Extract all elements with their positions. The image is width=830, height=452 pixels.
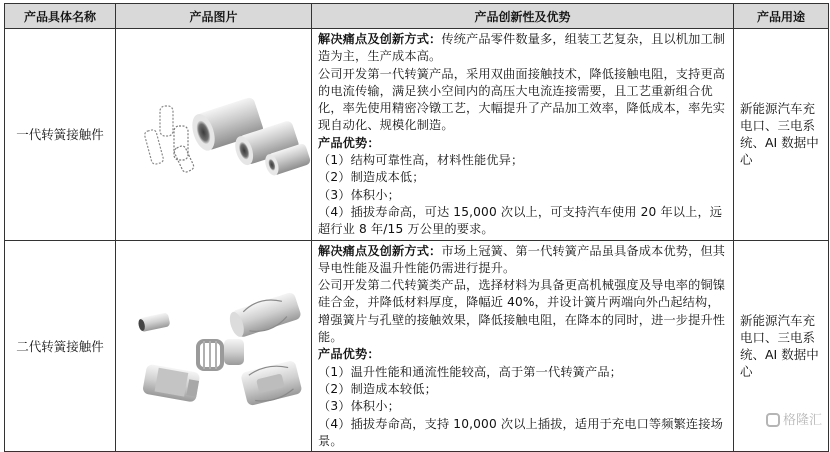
watermark-logo-icon bbox=[766, 413, 780, 427]
watermark bbox=[766, 409, 822, 428]
table-row bbox=[5, 29, 829, 241]
advantage-item: （3）体积小； bbox=[318, 399, 400, 414]
advantage-title: 产品优势： bbox=[318, 135, 380, 150]
table-header-row bbox=[5, 4, 829, 29]
table-row bbox=[5, 240, 829, 452]
advantage-title: 产品优势： bbox=[318, 347, 380, 362]
product-table bbox=[4, 3, 829, 452]
header-product-name: 产品具体名称 bbox=[5, 4, 116, 29]
advantage-item: （1）温升性能和通流性能较高，高于第一代转簧产品； bbox=[318, 364, 623, 379]
header-innovation: 产品创新性及优势 bbox=[312, 4, 734, 29]
pain-point-paragraph bbox=[318, 31, 729, 66]
product-usage: 新能源汽车充电口、三电系统、AI 数据中心 bbox=[734, 29, 829, 241]
pain-point-text: 市场上冠簧、第一代转簧产品虽具备成本优势，但其导电性能及温升性能仍需进行提升。 bbox=[318, 243, 726, 275]
product-image bbox=[116, 29, 312, 241]
gen2-contacts-image bbox=[116, 245, 312, 446]
innovation-paragraph: 公司开发第二代转簧类产品，选择材料为具备更高机械强度及导电率的铜镍硅合金，并降低材料厚度，降幅近 40%，并设计簧片两端向外凸起结构，增强簧片与孔壁的接触效果，降低接触电阻，在降本的同时，进一步提升性能。 bbox=[318, 278, 726, 345]
watermark-text: 格隆汇 bbox=[782, 413, 822, 428]
product-usage: 新能源汽车充电口、三电系统、AI 数据中心 bbox=[734, 240, 829, 452]
advantage-item: （4）插拔寿命高，可达 15,000 次以上，可支持汽车使用 20 年以上，远超行业 8 年/15 万公里的要求。 bbox=[318, 204, 723, 237]
advantage-item: （2）制造成本低； bbox=[318, 170, 425, 185]
pain-point-title: 解决痛点及创新方式： bbox=[318, 32, 442, 46]
product-innovation bbox=[312, 240, 734, 452]
advantage-item: （3）体积小； bbox=[318, 187, 400, 202]
product-name: 二代转簧接触件 bbox=[5, 240, 116, 452]
innovation-paragraph: 公司开发第一代转簧产品，采用双曲面接触技术，降低接触电阻，支持更高的电流传输，满足狭小空间内的高压大电流连接需要，且工艺重新组合优化，率先使用精密冷镦工艺，大幅提升了产品加工效率，降低成本，率先实现自动化、规模化制造。 bbox=[318, 66, 726, 133]
advantage-item: （1）结构可靠性高，材料性能优异； bbox=[318, 153, 524, 168]
header-product-image: 产品图片 bbox=[116, 4, 312, 29]
pain-point-text: 传统产品零件数量多，组装工艺复杂，且以机加工制造为主，生产成本高。 bbox=[318, 32, 726, 64]
gen1-contacts-image bbox=[116, 34, 312, 235]
product-innovation bbox=[312, 29, 734, 241]
advantage-item: （4）插拔寿命高，支持 10,000 次以上插拔，适用于充电口等频繁连接场景。 bbox=[318, 416, 723, 448]
pain-point-paragraph bbox=[318, 243, 729, 278]
advantage-item: （2）制造成本较低； bbox=[318, 381, 437, 396]
pain-point-title: 解决痛点及创新方式： bbox=[318, 243, 442, 258]
product-image bbox=[116, 240, 312, 452]
product-name: 一代转簧接触件 bbox=[5, 29, 116, 241]
header-usage: 产品用途 bbox=[734, 4, 829, 29]
